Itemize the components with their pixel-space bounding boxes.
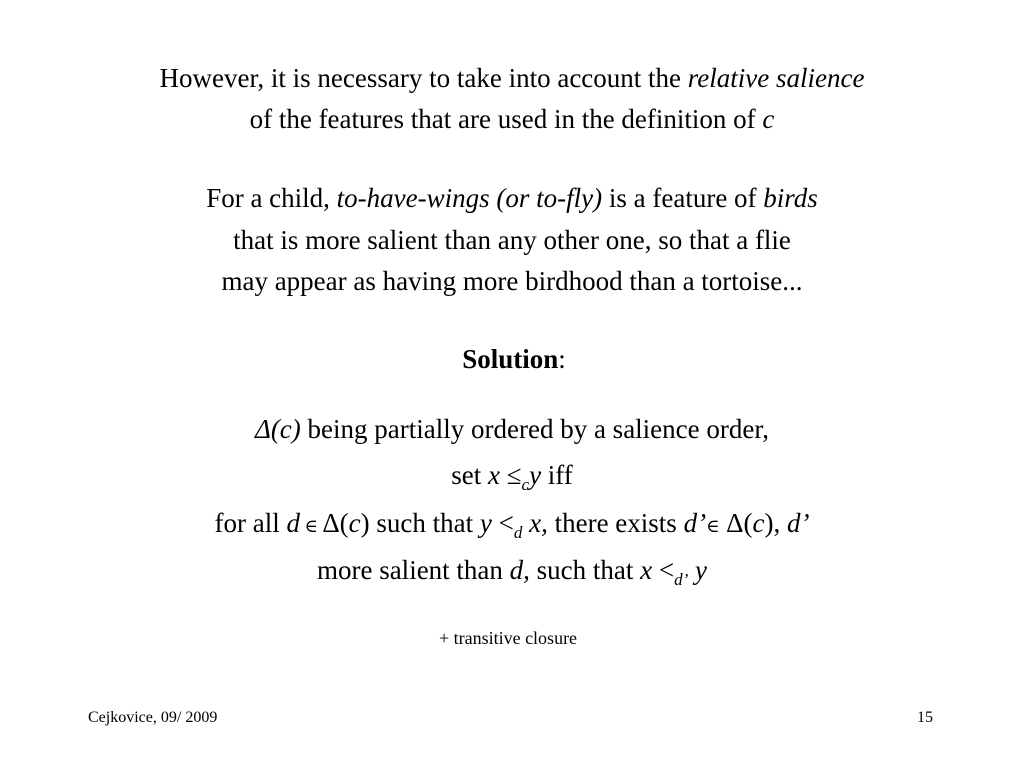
- var-x: x: [487, 460, 500, 490]
- element-of-symbol: ∈: [299, 516, 323, 536]
- subscript-d: d: [513, 523, 523, 542]
- solution-colon: :: [558, 344, 566, 374]
- leq-symbol: ≤: [499, 460, 522, 490]
- solution-line-3: [0, 507, 1024, 542]
- example-feature: to-have-wings (or to-fly): [336, 183, 603, 213]
- example-line-1: [0, 182, 1024, 214]
- example-category: birds: [763, 183, 818, 213]
- intro-line-2: [0, 103, 1024, 135]
- footer-location-date: Cejkovice, 09/ 2009: [88, 709, 218, 726]
- solution-text: iff: [541, 460, 573, 490]
- var-y: y: [688, 555, 708, 585]
- var-y: y: [529, 460, 542, 490]
- var-x: x: [640, 555, 653, 585]
- subscript-d-prime: d’: [674, 570, 689, 589]
- var-x: x,: [522, 508, 548, 538]
- solution-text: being partially ordered by a salience order,: [300, 414, 770, 444]
- delta-symbol: Δ(: [322, 508, 349, 538]
- solution-heading: [2, 343, 1024, 375]
- intro-emphasis: relative salience: [687, 63, 865, 93]
- paren: ),: [764, 508, 781, 538]
- paren: ): [360, 508, 370, 538]
- solution-heading-text: Solution: [462, 344, 559, 374]
- var-c: c: [348, 508, 361, 538]
- solution-text: for all: [214, 508, 287, 538]
- example-text: may appear as having more birdhood than a tortoise...: [221, 266, 803, 296]
- transitive-closure-note: [0, 626, 1020, 650]
- solution-text: more salient than: [316, 555, 510, 585]
- var-d-prime: d’: [780, 508, 810, 538]
- page-number: 15: [917, 709, 933, 726]
- solution-line-1: [0, 413, 1024, 445]
- var-d-prime: d’: [683, 508, 707, 538]
- var-d: d: [286, 508, 300, 538]
- intro-text: However, it is necessary to take into account the: [159, 63, 688, 93]
- element-of-symbol: ∈: [706, 516, 720, 536]
- var-c: c: [752, 508, 765, 538]
- example-text: is a feature of: [602, 183, 764, 213]
- subscript-c: c: [521, 475, 530, 494]
- example-line-2: [0, 224, 1024, 256]
- var-y: y: [479, 508, 492, 538]
- solution-line-4: [0, 554, 1024, 589]
- delta-symbol: Δ(: [719, 508, 753, 538]
- intro-line-1: [0, 62, 1024, 94]
- var-d: d,: [509, 555, 530, 585]
- solution-text: such that: [369, 508, 480, 538]
- lt-symbol: <: [491, 508, 514, 538]
- example-text: For a child,: [206, 183, 337, 213]
- solution-text: such that: [529, 555, 641, 585]
- solution-text: set: [451, 460, 488, 490]
- delta-c: Δ(c): [254, 414, 301, 444]
- note-text: + transitive closure: [438, 628, 578, 648]
- intro-variable: c: [762, 104, 775, 134]
- lt-symbol: <: [652, 555, 675, 585]
- solution-text: there exists: [547, 508, 684, 538]
- intro-text: of the features that are used in the definition of: [249, 104, 763, 134]
- solution-line-2: [0, 459, 1024, 494]
- example-text: that is more salient than any other one, so that a flie: [233, 225, 791, 255]
- example-line-3: [0, 265, 1024, 297]
